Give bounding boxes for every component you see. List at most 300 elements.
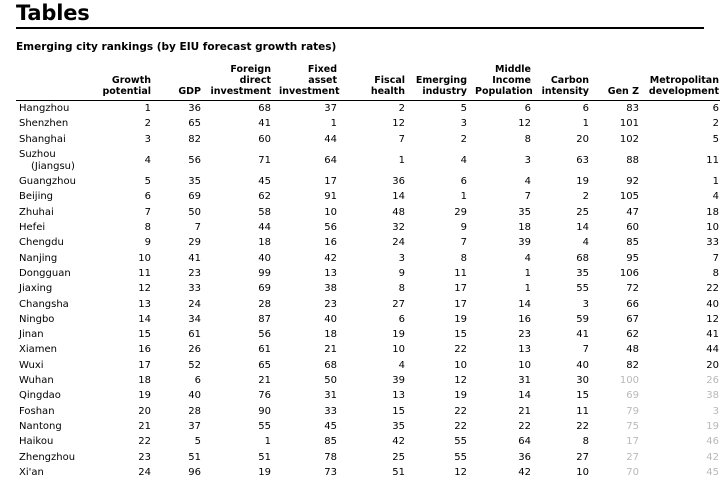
rank-cell: 51 — [258, 451, 271, 463]
rank-cell: 44 — [324, 133, 337, 145]
rank-cell: 28 — [258, 298, 271, 310]
table-row — [16, 327, 720, 342]
column-header-middle-income-population: Middle Income Population — [472, 64, 536, 101]
rank-cell: 4 — [398, 359, 405, 371]
city-name-cell — [16, 465, 94, 480]
emerging-city-rankings-table — [16, 64, 720, 480]
rank-cell: 68 — [258, 103, 271, 114]
rank-cell: 25 — [392, 451, 405, 463]
table-row — [16, 404, 720, 419]
city-name-cell — [16, 174, 94, 189]
table-row — [16, 312, 720, 327]
city-name-cell — [16, 312, 94, 327]
rank-cell: 102 — [619, 133, 639, 145]
rank-cell: 55 — [258, 420, 271, 432]
rank-cell: 1 — [582, 118, 589, 130]
rank-cell: 72 — [626, 283, 639, 295]
rank-cell: 60 — [258, 133, 271, 145]
rank-cell: 19 — [454, 313, 467, 325]
rank-cell: 23 — [518, 329, 531, 341]
rank-cell: 46 — [706, 436, 719, 448]
rank-cell: 19 — [392, 329, 405, 341]
rank-cell: 62 — [258, 191, 271, 203]
rank-cell: 21 — [324, 344, 337, 356]
rank-cell: 44 — [706, 344, 719, 356]
rank-cell: 26 — [706, 375, 719, 387]
rank-cell: 4 — [524, 252, 531, 264]
rank-cell: 20 — [138, 405, 151, 417]
rank-cell: 6 — [712, 103, 719, 114]
table-row — [16, 373, 720, 388]
page-title: Tables — [16, 1, 90, 25]
table-row — [16, 235, 720, 250]
rank-cell: 10 — [518, 359, 531, 371]
table-row — [16, 342, 720, 357]
city-name-cell — [16, 404, 94, 419]
city-name: Hangzhou — [19, 103, 70, 114]
rank-cell: 1 — [460, 191, 467, 203]
table-row — [16, 388, 720, 403]
rank-cell: 38 — [324, 283, 337, 295]
rank-cell: 33 — [324, 405, 337, 417]
rank-cell: 65 — [188, 118, 201, 130]
table-row — [16, 266, 720, 281]
rank-cell: 3 — [460, 118, 467, 130]
rank-cell: 6 — [144, 191, 151, 203]
rank-cell: 4 — [144, 154, 151, 166]
rank-cell: 23 — [138, 451, 151, 463]
rank-cell: 17 — [454, 283, 467, 295]
rank-cell: 7 — [194, 222, 201, 234]
rank-cell: 29 — [454, 206, 467, 218]
rank-cell: 11 — [138, 267, 151, 279]
rank-cell: 10 — [706, 222, 719, 234]
rank-cell: 22 — [454, 405, 467, 417]
rank-cell: 8 — [460, 252, 467, 264]
rank-cell: 25 — [576, 206, 589, 218]
rank-cell: 12 — [454, 466, 467, 478]
rank-cell: 42 — [324, 252, 337, 264]
city-name: Wuhan — [19, 375, 54, 387]
rank-cell: 65 — [258, 359, 271, 371]
rank-cell: 21 — [258, 375, 271, 387]
rank-cell: 14 — [518, 390, 531, 402]
rank-cell: 40 — [576, 359, 589, 371]
city-name: Jinan — [19, 329, 44, 341]
rank-cell: 23 — [188, 267, 201, 279]
rank-cell: 19 — [138, 390, 151, 402]
rank-cell: 35 — [518, 206, 531, 218]
city-name-cell — [16, 281, 94, 296]
rank-cell: 1 — [330, 118, 337, 130]
rank-cell: 96 — [188, 466, 201, 478]
rank-cell: 42 — [518, 466, 531, 478]
rank-cell: 13 — [138, 298, 151, 310]
rank-cell: 24 — [188, 298, 201, 310]
rank-cell: 13 — [324, 267, 337, 279]
rank-cell: 3 — [144, 133, 151, 145]
city-name-cell — [16, 205, 94, 220]
city-name: Nantong — [19, 420, 62, 432]
rank-cell: 15 — [576, 390, 589, 402]
table-row — [16, 101, 720, 117]
rank-cell: 18 — [706, 206, 719, 218]
rank-cell: 35 — [576, 267, 589, 279]
city-name-cell — [16, 101, 94, 117]
rank-cell: 106 — [619, 267, 639, 279]
table-header-row — [16, 64, 720, 101]
city-name: Hefei — [19, 222, 46, 234]
rank-cell: 68 — [324, 359, 337, 371]
rank-cell: 27 — [626, 451, 639, 463]
city-name: Foshan — [19, 405, 55, 417]
rank-cell: 66 — [626, 298, 639, 310]
rank-cell: 19 — [576, 176, 589, 188]
rank-cell: 14 — [576, 222, 589, 234]
rank-cell: 42 — [706, 451, 719, 463]
city-name: Qingdao — [19, 390, 61, 402]
column-header-emerging-industry: Emerging industry — [410, 64, 472, 101]
rank-cell: 76 — [258, 390, 271, 402]
rank-cell: 5 — [712, 133, 719, 145]
rank-cell: 21 — [518, 405, 531, 417]
rank-cell: 11 — [576, 405, 589, 417]
rank-cell: 9 — [398, 267, 405, 279]
rank-cell: 33 — [188, 283, 201, 295]
rank-cell: 6 — [524, 103, 531, 114]
rank-cell: 4 — [582, 237, 589, 249]
column-header-foreign-direct-investment: Foreign direct investment — [206, 64, 276, 101]
rank-cell: 87 — [258, 313, 271, 325]
rank-cell: 24 — [138, 466, 151, 478]
rank-cell: 14 — [392, 191, 405, 203]
table-row — [16, 132, 720, 147]
rank-cell: 15 — [454, 329, 467, 341]
rank-cell: 44 — [258, 222, 271, 234]
rank-cell: 7 — [398, 133, 405, 145]
city-name: Guangzhou — [19, 176, 76, 188]
rank-cell: 52 — [188, 359, 201, 371]
rank-cell: 42 — [392, 436, 405, 448]
rank-cell: 35 — [392, 420, 405, 432]
rank-cell: 3 — [524, 154, 531, 166]
rank-cell: 3 — [712, 405, 719, 417]
rank-cell: 2 — [144, 118, 151, 130]
rank-cell: 73 — [324, 466, 337, 478]
rank-cell: 22 — [576, 420, 589, 432]
rank-cell: 45 — [258, 176, 271, 188]
rank-cell: 48 — [392, 206, 405, 218]
rank-cell: 6 — [460, 176, 467, 188]
rank-cell: 18 — [258, 237, 271, 249]
rank-cell: 50 — [324, 375, 337, 387]
column-header-gen-z: Gen Z — [594, 64, 644, 101]
rank-cell: 7 — [712, 252, 719, 264]
rank-cell: 22 — [138, 436, 151, 448]
rank-cell: 69 — [258, 283, 271, 295]
rank-cell: 75 — [626, 420, 639, 432]
table-row — [16, 251, 720, 266]
rank-cell: 1 — [144, 103, 151, 114]
city-name-cell — [16, 147, 94, 174]
rank-cell: 56 — [188, 154, 201, 166]
rank-cell: 35 — [188, 176, 201, 188]
rank-cell: 61 — [258, 344, 271, 356]
rank-cell: 10 — [454, 359, 467, 371]
rank-cell: 101 — [619, 118, 639, 130]
rank-cell: 40 — [258, 252, 271, 264]
city-name: Xiamen — [19, 344, 57, 356]
table-row — [16, 434, 720, 449]
rank-cell: 91 — [324, 191, 337, 203]
city-name-cell — [16, 327, 94, 342]
city-name-cell — [16, 297, 94, 312]
rank-cell: 8 — [712, 267, 719, 279]
table-row — [16, 189, 720, 204]
city-name-cell — [16, 220, 94, 235]
rank-cell: 28 — [188, 405, 201, 417]
city-name-cell — [16, 388, 94, 403]
rank-cell: 10 — [576, 466, 589, 478]
rank-cell: 7 — [582, 344, 589, 356]
rank-cell: 85 — [324, 436, 337, 448]
rank-cell: 4 — [524, 176, 531, 188]
column-header-growth-potential: Growth potential — [94, 64, 156, 101]
rank-cell: 39 — [392, 375, 405, 387]
city-name-cell — [16, 235, 94, 250]
table-subtitle: Emerging city rankings (by EIU forecast growth rates) — [16, 41, 337, 53]
table-row — [16, 281, 720, 296]
rank-cell: 64 — [324, 154, 337, 166]
table-row — [16, 419, 720, 434]
rank-cell: 71 — [258, 154, 271, 166]
city-name-cell — [16, 189, 94, 204]
rank-cell: 39 — [518, 237, 531, 249]
rank-cell: 7 — [144, 206, 151, 218]
rank-cell: 1 — [712, 176, 719, 188]
rank-cell: 8 — [398, 283, 405, 295]
rank-cell: 20 — [706, 359, 719, 371]
city-name: Shenzhen — [19, 118, 69, 130]
table-row — [16, 450, 720, 465]
rank-cell: 31 — [324, 390, 337, 402]
rank-cell: 33 — [706, 237, 719, 249]
city-name-cell — [16, 358, 94, 373]
city-name: Shanghai — [19, 133, 66, 145]
rank-cell: 64 — [518, 436, 531, 448]
rank-cell: 95 — [626, 252, 639, 264]
rank-cell: 22 — [706, 283, 719, 295]
rank-cell: 41 — [576, 329, 589, 341]
title-divider — [16, 27, 704, 29]
rank-cell: 40 — [188, 390, 201, 402]
city-name-cell — [16, 116, 94, 131]
rank-cell: 9 — [144, 237, 151, 249]
rank-cell: 15 — [138, 329, 151, 341]
city-name-cell — [16, 419, 94, 434]
rank-cell: 36 — [518, 451, 531, 463]
rank-cell: 36 — [188, 103, 201, 114]
rank-cell: 79 — [626, 405, 639, 417]
table-row — [16, 147, 720, 174]
rank-cell: 69 — [188, 191, 201, 203]
rank-cell: 7 — [460, 237, 467, 249]
rank-cell: 16 — [518, 313, 531, 325]
rank-cell: 20 — [576, 133, 589, 145]
rank-cell: 18 — [518, 222, 531, 234]
rank-cell: 36 — [392, 176, 405, 188]
rank-cell: 19 — [454, 390, 467, 402]
rank-cell: 8 — [144, 222, 151, 234]
rank-cell: 9 — [460, 222, 467, 234]
rank-cell: 63 — [576, 154, 589, 166]
rank-cell: 6 — [582, 103, 589, 114]
city-name: Zhuhai — [19, 206, 54, 218]
rank-cell: 22 — [454, 420, 467, 432]
city-name-cell — [16, 132, 94, 147]
rank-cell: 41 — [188, 252, 201, 264]
city-name-cell — [16, 266, 94, 281]
rank-cell: 51 — [392, 466, 405, 478]
table-row — [16, 220, 720, 235]
rank-cell: 99 — [258, 267, 271, 279]
rank-cell: 10 — [138, 252, 151, 264]
rank-cell: 90 — [258, 405, 271, 417]
rank-cell: 55 — [454, 436, 467, 448]
rank-cell: 67 — [626, 313, 639, 325]
rank-cell: 17 — [626, 436, 639, 448]
rank-cell: 12 — [706, 313, 719, 325]
rank-cell: 56 — [258, 329, 271, 341]
city-name: Dongguan — [19, 267, 71, 279]
rank-cell: 17 — [454, 298, 467, 310]
rank-cell: 12 — [454, 375, 467, 387]
table-row — [16, 174, 720, 189]
rank-cell: 38 — [706, 390, 719, 402]
city-name: Xi'an — [19, 466, 44, 478]
rank-cell: 40 — [324, 313, 337, 325]
city-name: Haikou — [19, 436, 54, 448]
city-name-cell — [16, 251, 94, 266]
column-header-city — [16, 64, 94, 101]
rank-cell: 2 — [460, 133, 467, 145]
rank-cell: 24 — [392, 237, 405, 249]
city-name: Wuxi — [19, 359, 44, 371]
city-name: Nanjing — [19, 252, 58, 264]
rank-cell: 50 — [188, 206, 201, 218]
rank-cell: 17 — [138, 359, 151, 371]
city-name-cell — [16, 450, 94, 465]
rank-cell: 56 — [324, 222, 337, 234]
rank-cell: 10 — [392, 344, 405, 356]
rank-cell: 59 — [576, 313, 589, 325]
table-row — [16, 116, 720, 131]
rank-cell: 58 — [258, 206, 271, 218]
rank-cell: 23 — [324, 298, 337, 310]
column-header-gdp: GDP — [156, 64, 206, 101]
rank-cell: 41 — [258, 118, 271, 130]
rank-cell: 2 — [398, 103, 405, 114]
rank-cell: 22 — [454, 344, 467, 356]
rank-cell: 14 — [138, 313, 151, 325]
rank-cell: 45 — [324, 420, 337, 432]
column-header-fixed-asset-investment: Fixed asset investment — [276, 64, 342, 101]
rank-cell: 62 — [626, 329, 639, 341]
rank-cell: 15 — [392, 405, 405, 417]
rank-cell: 37 — [324, 103, 337, 114]
city-name: Suzhou — [19, 148, 56, 160]
rank-cell: 78 — [324, 451, 337, 463]
table-row — [16, 358, 720, 373]
rank-cell: 82 — [188, 133, 201, 145]
rank-cell: 27 — [392, 298, 405, 310]
city-name-cell — [16, 342, 94, 357]
rank-cell: 5 — [144, 176, 151, 188]
rank-cell: 5 — [460, 103, 467, 114]
rank-cell: 51 — [188, 451, 201, 463]
rank-cell: 13 — [518, 344, 531, 356]
table-row — [16, 205, 720, 220]
rank-cell: 11 — [706, 154, 719, 166]
rank-cell: 19 — [706, 420, 719, 432]
table-body — [16, 101, 720, 481]
rank-cell: 29 — [188, 237, 201, 249]
rank-cell: 22 — [518, 420, 531, 432]
rank-cell: 100 — [619, 375, 639, 387]
rank-cell: 30 — [576, 375, 589, 387]
rank-cell: 47 — [626, 206, 639, 218]
rank-cell: 6 — [194, 375, 201, 387]
rank-cell: 12 — [392, 118, 405, 130]
rank-cell: 55 — [454, 451, 467, 463]
rank-cell: 60 — [626, 222, 639, 234]
rank-cell: 21 — [138, 420, 151, 432]
rank-cell: 3 — [582, 298, 589, 310]
rank-cell: 8 — [524, 133, 531, 145]
rank-cell: 17 — [324, 176, 337, 188]
rank-cell: 69 — [626, 390, 639, 402]
column-header-fiscal-health: Fiscal health — [342, 64, 410, 101]
rank-cell: 1 — [524, 283, 531, 295]
rank-cell: 55 — [576, 283, 589, 295]
rank-cell: 1 — [398, 154, 405, 166]
rank-cell: 68 — [576, 252, 589, 264]
rank-cell: 61 — [188, 329, 201, 341]
rank-cell: 2 — [712, 118, 719, 130]
rank-cell: 18 — [138, 375, 151, 387]
rank-cell: 4 — [712, 191, 719, 203]
city-name: Changsha — [19, 298, 69, 310]
rank-cell: 10 — [324, 206, 337, 218]
city-name: Zhengzhou — [19, 451, 76, 463]
rank-cell: 18 — [324, 329, 337, 341]
rank-cell: 16 — [324, 237, 337, 249]
rank-cell: 6 — [398, 313, 405, 325]
rank-cell: 70 — [626, 466, 639, 478]
rank-cell: 1 — [524, 267, 531, 279]
rank-cell: 85 — [626, 237, 639, 249]
rank-cell: 12 — [138, 283, 151, 295]
rank-cell: 34 — [188, 313, 201, 325]
rank-cell: 88 — [626, 154, 639, 166]
rank-cell: 31 — [518, 375, 531, 387]
rank-cell: 82 — [626, 359, 639, 371]
rank-cell: 83 — [626, 103, 639, 114]
rank-cell: 12 — [518, 118, 531, 130]
rank-cell: 3 — [398, 252, 405, 264]
city-name: Chengdu — [19, 237, 64, 249]
rank-cell: 1 — [264, 436, 271, 448]
